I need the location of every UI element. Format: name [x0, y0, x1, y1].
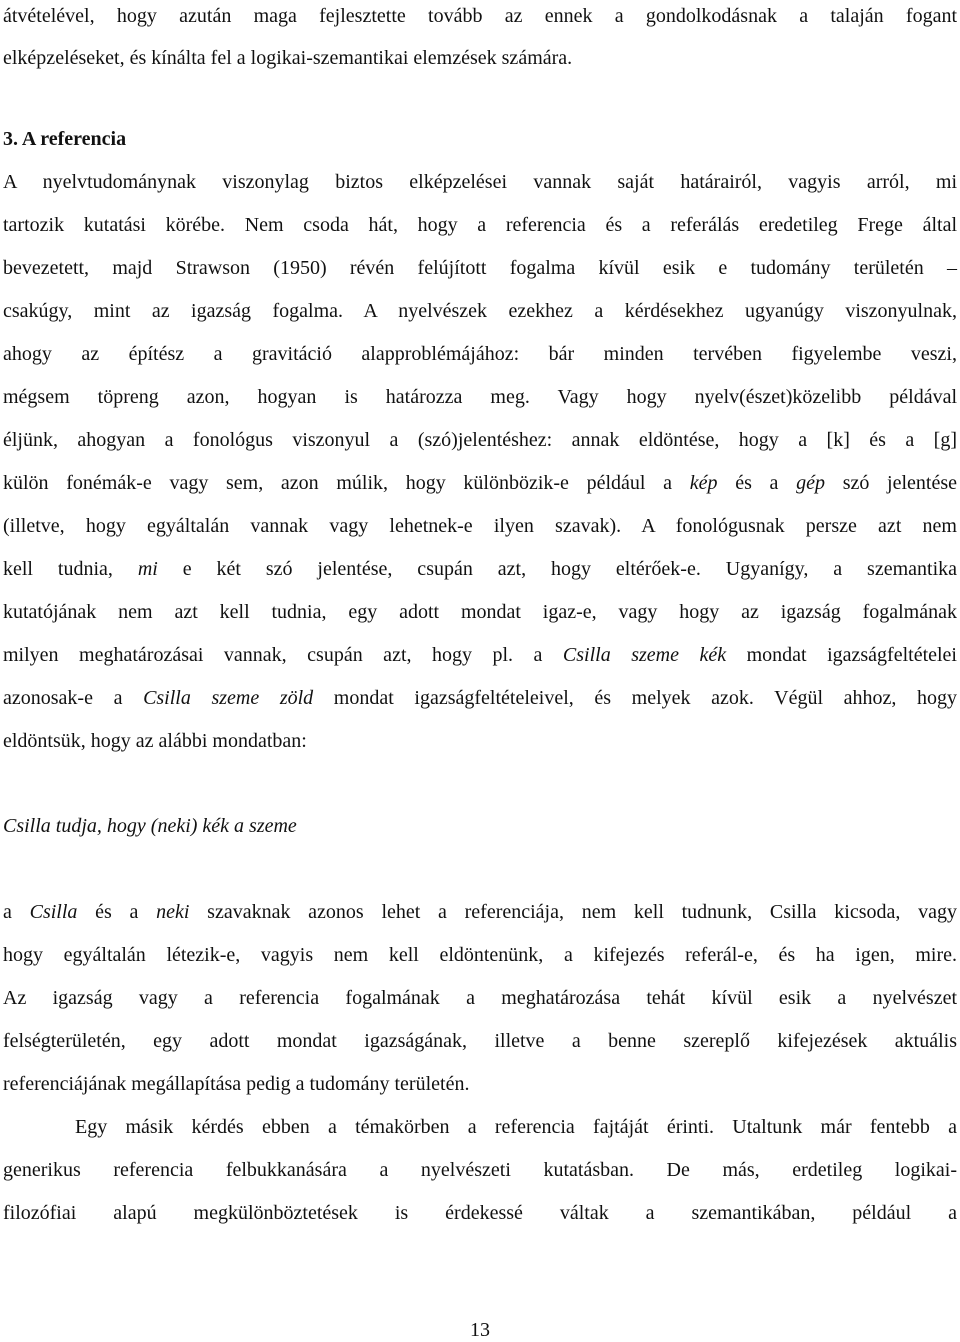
- text-line: [3, 729, 957, 753]
- section-heading: [3, 127, 957, 151]
- text-line: [3, 256, 957, 280]
- text-segment: szavaknak azonos lehet a referenciája, nem kell tudnunk, Csilla kicsoda, vagy: [189, 901, 957, 923]
- text-line: [3, 643, 957, 667]
- text-segment: kutatójának nem azt kell tudnia, egy adott mondat igaz-e, vagy hogy az igazság fogalmának: [3, 601, 957, 623]
- text-line: [3, 385, 957, 409]
- italic-text: Csilla: [29, 901, 78, 923]
- text-segment: és a: [717, 472, 797, 494]
- italic-text: Csilla tudja, hogy (neki) kék a szeme: [3, 815, 297, 837]
- text-segment: Egy másik kérdés ebben a témakörben a referencia fajtáját érinti. Utaltunk már fentebb a: [75, 1116, 957, 1138]
- text-segment: bevezetett, majd Strawson (1950) révén felújított fogalma kívül esik e tudomány területén –: [3, 257, 957, 279]
- text-line: [3, 471, 957, 495]
- text-segment: külön fonémák-e vagy sem, azon múlik, hogy különbözik-e például a: [3, 472, 690, 494]
- text-line: [3, 170, 957, 194]
- text-line: [3, 900, 957, 924]
- text-segment: (illetve, hogy egyáltalán vannak vagy lehetnek-e ilyen szavak). A fonológusnak persze azt nem: [3, 515, 957, 537]
- text-segment: eldöntsük, hogy az alábbi mondatban:: [3, 730, 307, 752]
- text-line: [3, 600, 957, 624]
- text-segment: tartozik kutatási körébe. Nem csoda hát, hogy a referencia és a referálás eredetileg Frege által: [3, 214, 957, 236]
- text-segment: és a: [77, 901, 157, 923]
- text-line: [3, 4, 957, 28]
- text-line: [3, 428, 957, 452]
- text-segment: ahogy az építész a gravitáció alapproblémájához: bár minden tervében figyelembe veszi,: [3, 343, 957, 365]
- text-segment: A nyelvtudománynak viszonylag biztos elképzelései vannak saját határairól, vagyis arról, mi: [3, 171, 957, 193]
- text-segment: a: [3, 901, 30, 923]
- italic-text: mi: [137, 558, 158, 580]
- text-line: [3, 213, 957, 237]
- text-segment: azonosak-e a: [3, 687, 144, 709]
- text-line: [3, 1201, 957, 1225]
- text-segment: referenciájának megállapítása pedig a tudomány területén.: [3, 1073, 470, 1095]
- text-line: [3, 986, 957, 1010]
- text-segment: Az igazság vagy a referencia fogalmának a meghatározása tehát kívül esik a nyelvészet: [3, 987, 957, 1009]
- text-segment: mondat igazságfeltételeivel, és melyek azok. Végül ahhoz, hogy: [313, 687, 957, 709]
- text-line: [3, 1158, 957, 1182]
- paragraph-first-line: [3, 1115, 957, 1139]
- text-segment: felségterületén, egy adott mondat igazságának, illetve a benne szereplő kifejezések aktuális: [3, 1030, 957, 1052]
- text-segment: átvételével, hogy azután maga fejlesztette tovább az ennek a gondolkodásnak a talaján fogant: [3, 5, 957, 27]
- text-line: [3, 46, 957, 70]
- page-number: 13: [470, 1319, 490, 1341]
- text-segment: éljünk, ahogyan a fonológus viszonyul a (szó)jelentéshez: annak eldöntése, hogy a [k] és a [g]: [3, 429, 957, 451]
- text-line: [3, 1072, 957, 1096]
- text-line: [3, 1029, 957, 1053]
- text-segment: kell tudnia,: [3, 558, 138, 580]
- italic-text: gép: [796, 472, 825, 494]
- text-line: [3, 299, 957, 323]
- text-line: [3, 557, 957, 581]
- italic-text: kép: [689, 472, 718, 494]
- text-segment: mégsem töpreng azon, hogyan is határozza meg. Vagy hogy nyelv(észet)közelibb példával: [3, 386, 957, 408]
- text-line: [3, 514, 957, 538]
- text-segment: milyen meghatározásai vannak, csupán azt, hogy pl. a: [3, 644, 563, 666]
- text-segment: filozófiai alapú megkülönböztetések is érdekessé váltak a szemantikában, például a: [3, 1202, 957, 1224]
- text-segment: hogy egyáltalán létezik-e, vagyis nem kell eldöntenünk, a kifejezés referál-e, és ha igen, mire.: [3, 944, 957, 966]
- text-segment: generikus referencia felbukkanására a nyelvészeti kutatásban. De más, erdetileg logikai-: [3, 1159, 957, 1181]
- example-sentence: [3, 814, 957, 838]
- text-segment: csakúgy, mint az igazság fogalma. A nyelvészek ezekhez a kérdésekhez ugyanúgy viszonyulnak,: [3, 300, 957, 322]
- italic-text: Csilla szeme kék: [562, 644, 727, 666]
- text-segment: 3. A referencia: [3, 128, 127, 150]
- text-segment: szó jelentése: [825, 472, 957, 494]
- text-line: [3, 943, 957, 967]
- text-segment: elképzeléseket, és kínálta fel a logikai-szemantikai elemzések számára.: [3, 47, 573, 69]
- text-line: [3, 686, 957, 710]
- text-segment: e két szó jelentése, csupán azt, hogy eltérőek-e. Ugyanígy, a szemantika: [157, 558, 957, 580]
- text-line: [3, 342, 957, 366]
- italic-text: neki: [156, 901, 190, 923]
- text-segment: mondat igazságfeltételei: [726, 644, 957, 666]
- italic-text: Csilla szeme zöld: [143, 687, 314, 709]
